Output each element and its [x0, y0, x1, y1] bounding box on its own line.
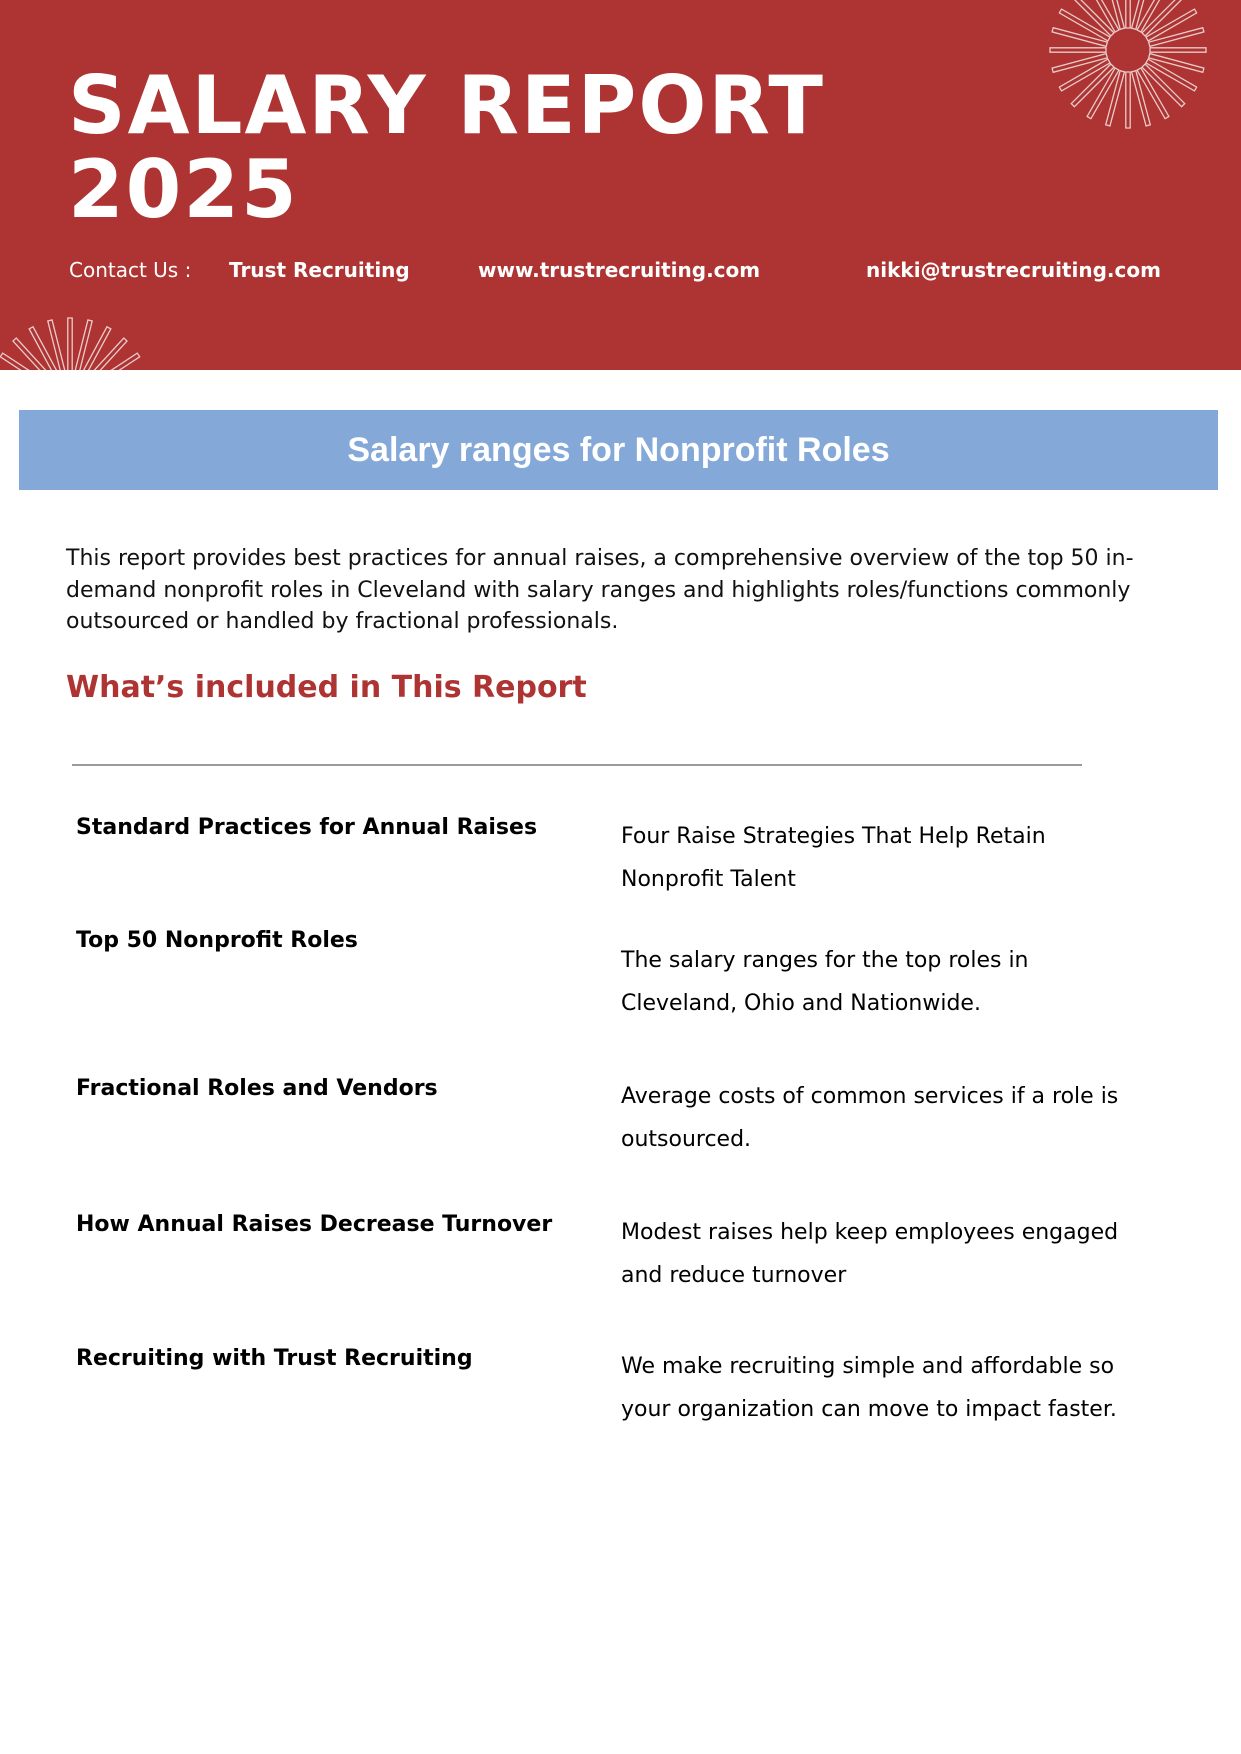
contents-item-title: Standard Practices for Annual Raises	[76, 815, 538, 840]
contents-item-description: Modest raises help keep employees engaged and reduce turnover	[621, 1220, 1119, 1288]
sunburst-ray	[68, 318, 72, 370]
contents-item-title: Recruiting with Trust Recruiting	[76, 1346, 473, 1371]
banner-title: Salary ranges for Nonprofit Roles	[347, 430, 890, 469]
contact-email-link[interactable]: nikki@trustrecruiting.com	[866, 258, 1161, 282]
sunburst-ray	[1126, 0, 1130, 28]
section-banner	[19, 410, 1218, 490]
sunburst-ray	[1150, 48, 1206, 52]
report-title	[68, 59, 825, 236]
contents-heading: What’s included in This Report	[66, 670, 587, 705]
sunburst-ray	[48, 320, 67, 370]
sunburst-bottom-decoration	[0, 290, 170, 370]
sunburst-ray	[1050, 48, 1106, 52]
sunburst-ray	[73, 320, 92, 370]
intro-paragraph: This report provides best practices for annual raises, a comprehensive overview of the top 50 in-demand nonprofit roles in Cleveland with salary ranges and highlights roles/functions commonly outsourced or handled by fractional professionals.	[66, 546, 1134, 634]
contents-item-title: Top 50 Nonprofit Roles	[76, 928, 358, 953]
sunburst-top-decoration	[1040, 0, 1220, 140]
contents-item-title: How Annual Raises Decrease Turnover	[76, 1212, 553, 1237]
contents-item-description: Average costs of common services if a role is outsourced.	[621, 1084, 1119, 1152]
sunburst-ray	[1106, 0, 1125, 29]
sunburst-ray	[1132, 0, 1151, 29]
sunburst-ray	[1071, 64, 1114, 107]
report-title-year: 2025	[68, 143, 299, 236]
divider	[72, 764, 1082, 766]
contents-item-description: We make recruiting simple and affordable so your organization can move to impact faster.	[621, 1354, 1117, 1422]
contents-item-description: Four Raise Strategies That Help Retain Nonprofit Talent	[621, 824, 1046, 892]
sunburst-ray	[1126, 72, 1130, 128]
contents-item-title: Fractional Roles and Vendors	[76, 1076, 438, 1101]
sunburst-ray	[13, 338, 58, 370]
contact-website-link[interactable]: www.trustrecruiting.com	[478, 258, 761, 282]
report-title-line1: SALARY REPORT	[68, 59, 825, 152]
contact-label: Contact Us :	[69, 258, 192, 282]
contact-company: Trust Recruiting	[229, 258, 410, 282]
contents-item-description: The salary ranges for the top roles in Cleveland, Ohio and Nationwide.	[621, 948, 1029, 1016]
report-header	[0, 0, 1241, 370]
sunburst-ray	[82, 338, 127, 370]
sunburst-ray	[1142, 64, 1185, 107]
